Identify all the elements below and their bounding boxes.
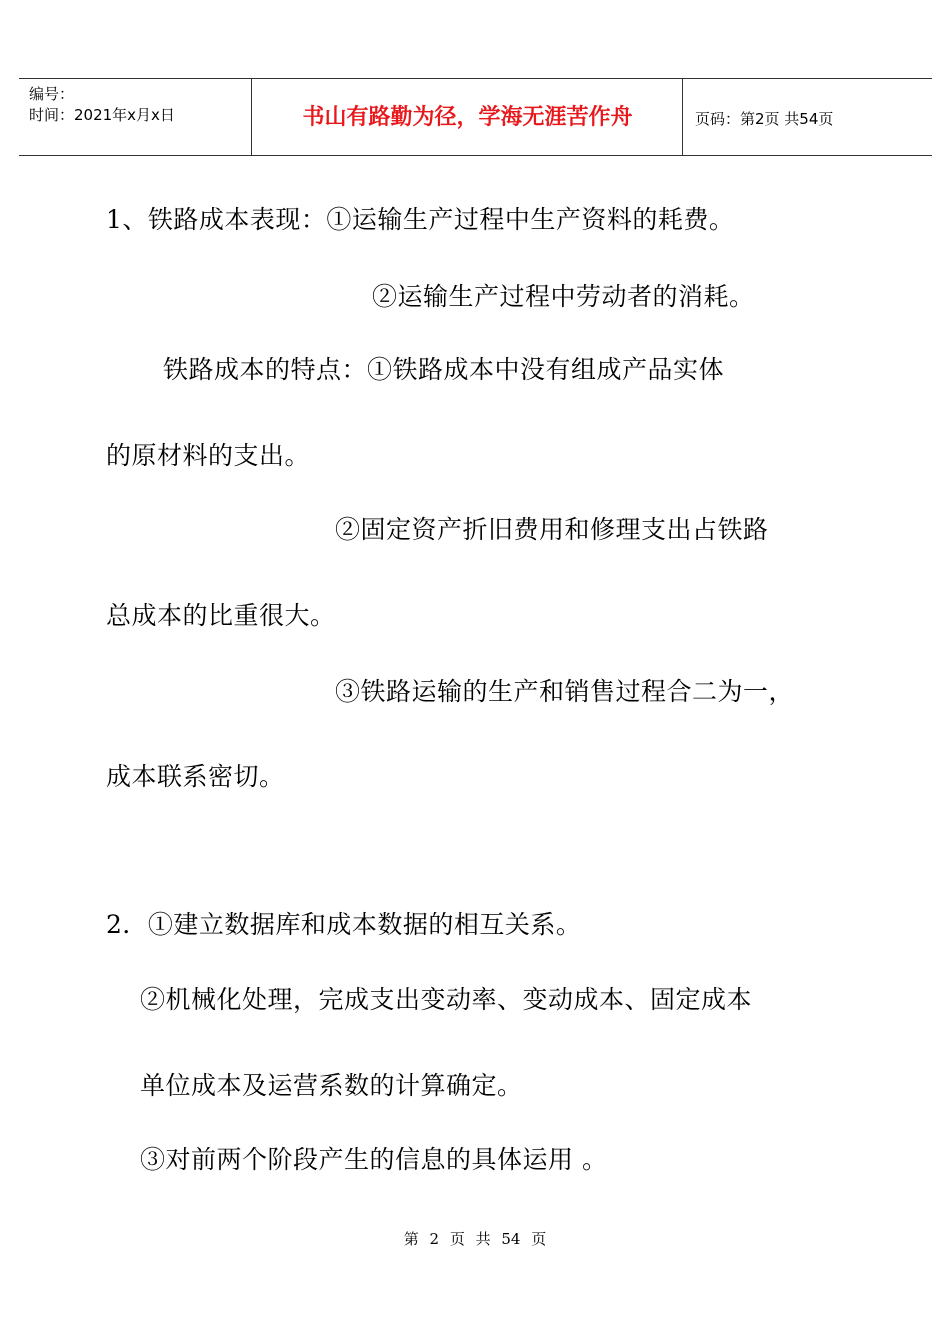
body-line-8: 成本联系密切。 — [106, 762, 285, 791]
body-line-12: ③对前两个阶段产生的信息的具体运用 。 — [140, 1145, 608, 1174]
document-number-label: 编号： — [29, 85, 75, 103]
header-motto: 书山有路勤为径，学海无涯苦作舟 — [302, 105, 633, 130]
document-time-label: 时间：2021年x月x日 — [29, 106, 175, 124]
body-line-5: ②固定资产折旧费用和修理支出占铁路 — [335, 515, 769, 544]
body-line-9: 2．①建立数据库和成本数据的相互关系。 — [106, 910, 582, 939]
body-line-6: 总成本的比重很大。 — [106, 601, 336, 630]
page-header — [19, 78, 932, 156]
body-line-1: 1、铁路成本表现：①运输生产过程中生产资料的耗费。 — [106, 205, 735, 234]
header-page-cell — [683, 79, 932, 155]
body-line-10: ②机械化处理，完成支出变动率、变动成本、固定成本 — [140, 985, 753, 1014]
body-line-7: ③铁路运输的生产和销售过程合二为一， — [335, 677, 795, 706]
header-page-code: 页码：第2页 共54页 — [695, 110, 834, 128]
body-line-3: 铁路成本的特点：①铁路成本中没有组成产品实体 — [163, 355, 725, 384]
body-line-2: ②运输生产过程中劳动者的消耗。 — [372, 282, 755, 311]
body-line-11: 单位成本及运营系数的计算确定。 — [140, 1071, 523, 1100]
header-info-cell — [19, 79, 252, 155]
header-motto-cell — [252, 79, 683, 155]
body-line-4: 的原材料的支出。 — [106, 441, 311, 470]
page-footer: 第 2 页 共 54 页 — [403, 1230, 547, 1248]
